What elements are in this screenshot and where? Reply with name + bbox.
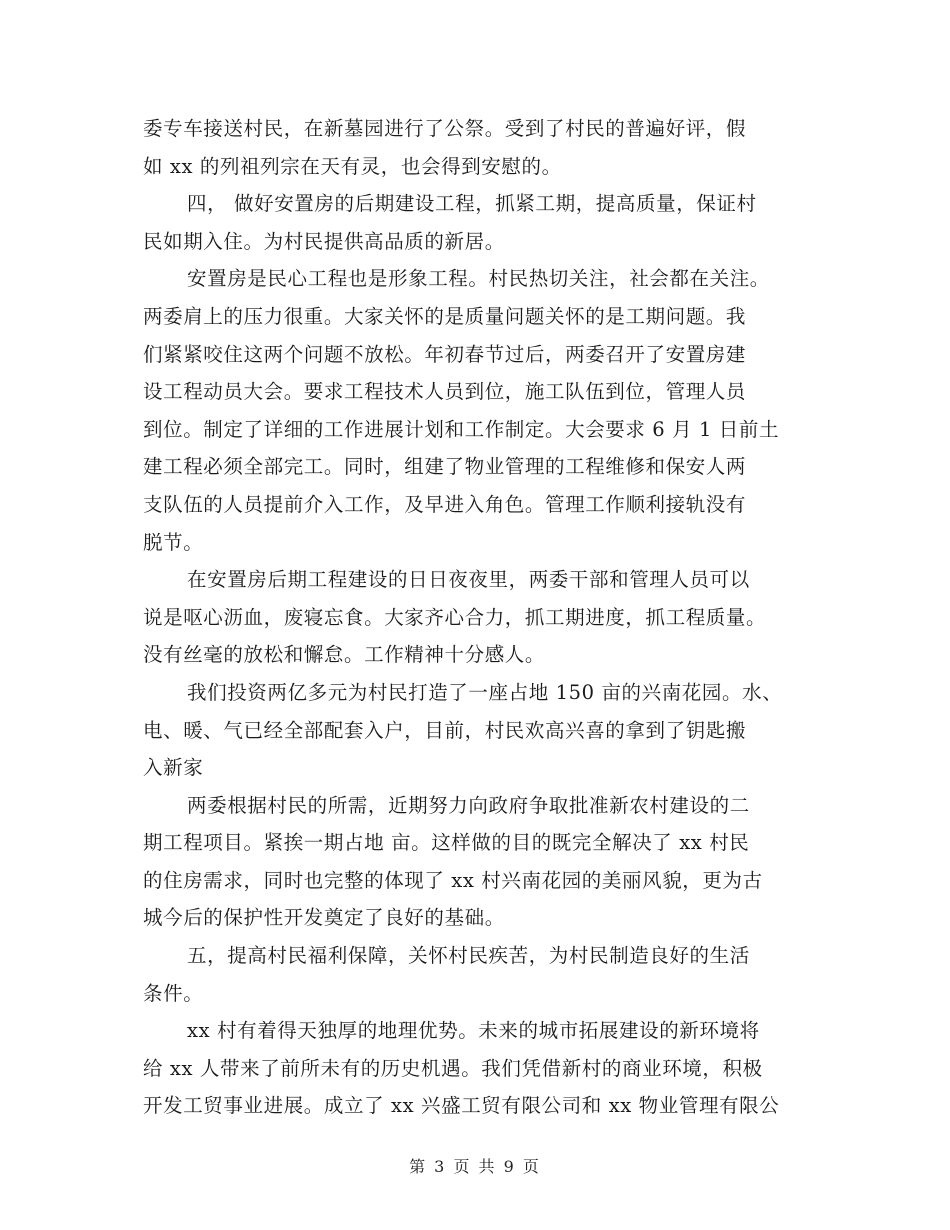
text-line: 支队伍的人员提前介入工作，及早进入角色。管理工作顺利接轨没有 xyxy=(143,492,747,516)
text-line: 开发工贸事业进展。成立了 xx 兴盛工贸有限公司和 xx 物业管理有限公 xyxy=(143,1094,780,1118)
text-line: 没有丝毫的放松和懈怠。工作精神十分感人。 xyxy=(143,643,546,667)
text-line: 如 xx 的列祖列宗在天有灵，也会得到安慰的。 xyxy=(143,154,562,178)
text-line: 说是呕心沥血，废寝忘食。大家齐心合力，抓工期进度，抓工程质量。 xyxy=(143,605,767,629)
text-line: 给 xx 人带来了前所未有的历史机遇。我们凭借新村的商业环境，积极 xyxy=(143,1056,763,1080)
text-line: 脱节。 xyxy=(143,530,204,554)
text-line: 委专车接送村民，在新墓园进行了公祭。受到了村民的普遍好评，假 xyxy=(143,117,747,140)
text-line: 五，提高村民福利保障，关怀村民疾苦，为村民制造良好的生活 xyxy=(187,944,750,968)
text-line: 到位。制定了详细的工作进展计划和工作制定。大会要求 6 月 1 日前土 xyxy=(143,417,780,441)
text-line: 期工程项目。紧挨一期占地 亩。这样做的目的既完全解决了 xx 村民 xyxy=(143,831,750,855)
text-line: 入新家 xyxy=(143,756,204,780)
page-number-footer: 第 3 页 共 9 页 xyxy=(409,1157,541,1176)
document-body xyxy=(143,110,808,1125)
text-line: 设工程动员大会。要求工程技术人员到位，施工队伍到位，管理人员 xyxy=(143,380,747,404)
text-line: 城今后的保护性开发奠定了良好的基础。 xyxy=(143,906,505,930)
text-line: 安置房是民心工程也是形象工程。村民热切关注，社会都在关注。 xyxy=(187,267,770,291)
text-line: 两委根据村民的所需，近期努力向政府争取批准新农村建设的二 xyxy=(187,793,750,817)
text-line: 建工程必须全部完工。同时，组建了物业管理的工程维修和保安人两 xyxy=(143,455,747,479)
text-line: xx 村有着得天独厚的地理优势。未来的城市拓展建设的新环境将 xyxy=(187,1019,760,1043)
text-line: 们紧紧咬住这两个问题不放松。年初春节过后，两委召开了安置房建 xyxy=(143,342,747,366)
text-line: 在安置房后期工程建设的日日夜夜里，两委干部和管理人员可以 xyxy=(187,568,750,592)
text-line: 四， 做好安置房的后期建设工程，抓紧工期，提高质量，保证村 xyxy=(187,192,757,216)
text-line: 电、暖、气已经全部配套入户，目前，村民欢高兴喜的拿到了钥匙搬 xyxy=(143,718,747,742)
text-line: 的住房需求，同时也完整的体现了 xx 村兴南花园的美丽风貌，更为古 xyxy=(143,868,763,892)
text-line: 两委肩上的压力很重。大家关怀的是质量问题关怀的是工期问题。我 xyxy=(143,304,747,328)
text-line: 条件。 xyxy=(143,981,204,1005)
text-line: 我们投资两亿多元为村民打造了一座占地 150 亩的兴南花园。水、 xyxy=(187,680,783,704)
text-line: 民如期入住。为村民提供高品质的新居。 xyxy=(143,229,505,253)
